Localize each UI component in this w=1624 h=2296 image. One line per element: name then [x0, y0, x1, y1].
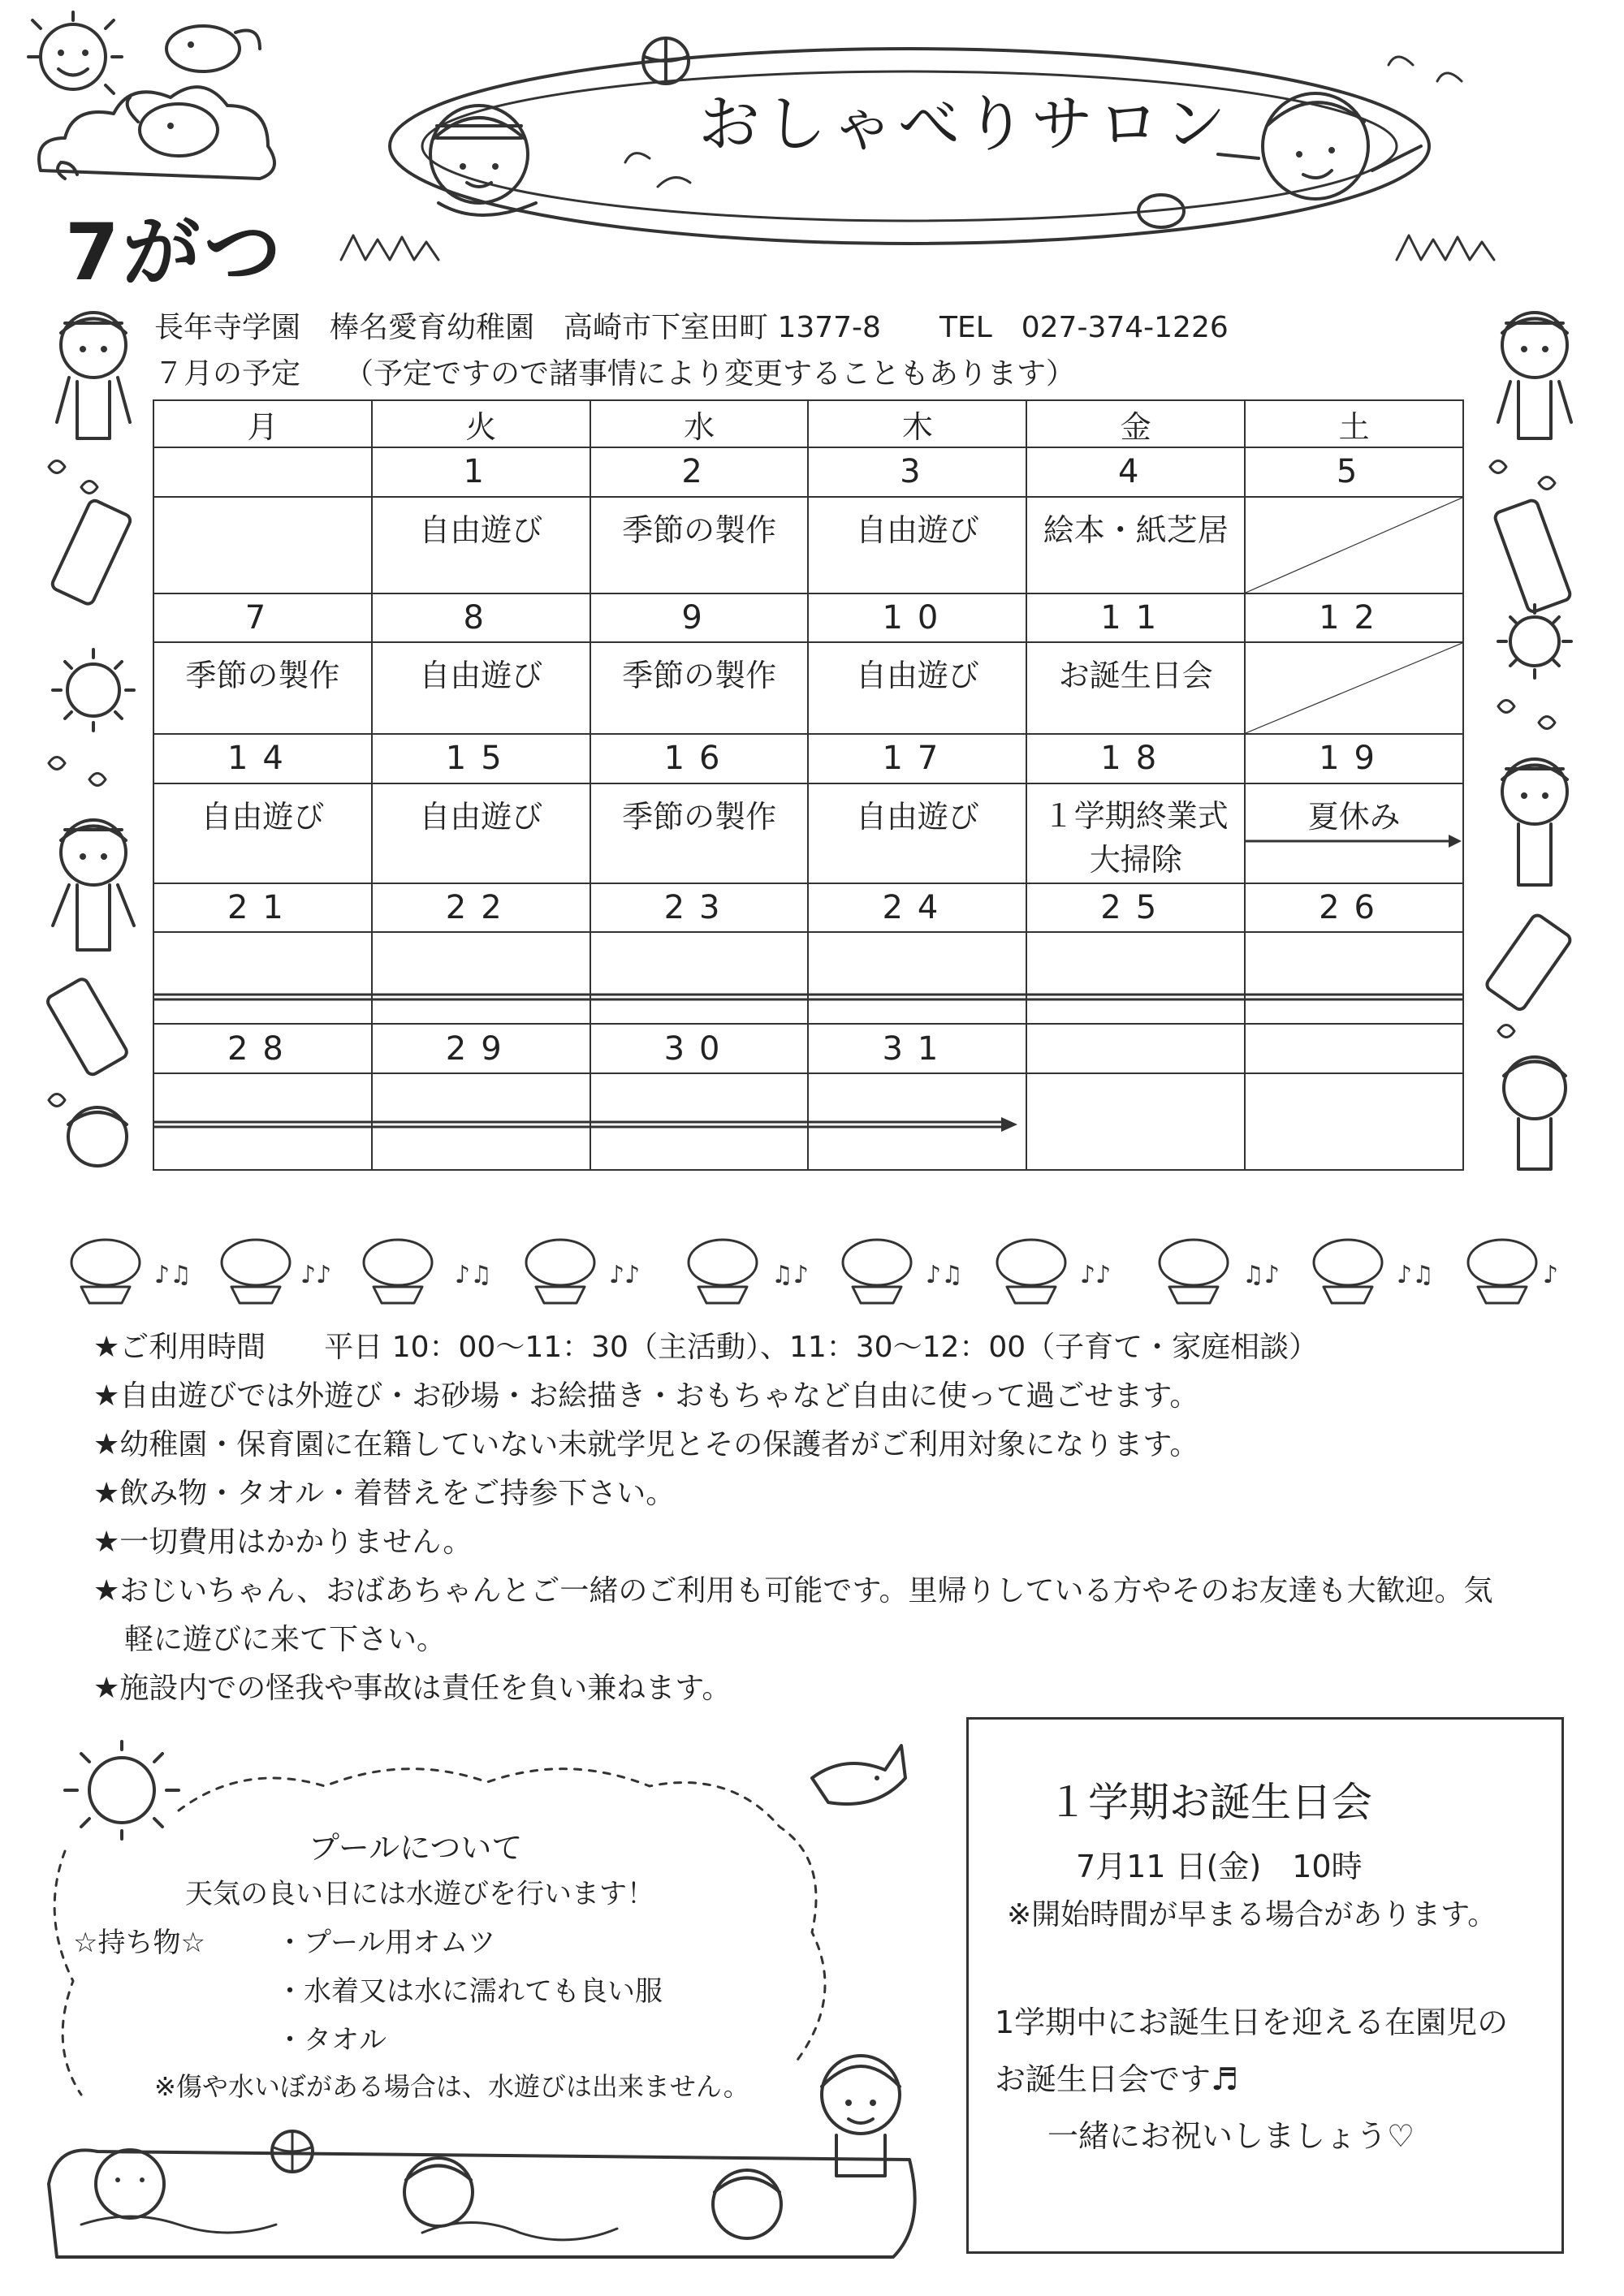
- pool-items-label: ☆持ち物☆: [73, 1927, 205, 1959]
- note-hours: ★ご利用時間 平日 10：00〜11：30（主活動）、11：30〜12：00（子育て・家庭相談）: [93, 1331, 1319, 1364]
- birthday-date: 7月11 日(金) 10時: [1076, 1849, 1363, 1884]
- activity-cell: 季節の製作: [153, 642, 372, 734]
- date-cell: [1245, 1024, 1463, 1073]
- date-row: [153, 1024, 1463, 1073]
- right-border-children-illustration: [1474, 300, 1596, 1177]
- birthday-message-line: お誕生日会です♬: [995, 2061, 1239, 2097]
- activity-cell: 自由遊び: [808, 497, 1026, 593]
- salon-title: おしゃべりサロン: [698, 88, 1231, 160]
- left-border-children-illustration: [32, 300, 154, 1177]
- activity-cell: [153, 497, 372, 593]
- date-row: [153, 883, 1463, 933]
- month-title: 7がつ: [65, 207, 285, 298]
- calendar-table: [153, 399, 1464, 1171]
- note-grandparents-cont: 軽に遊びに来て下さい。: [124, 1623, 447, 1656]
- activity-cell: [1245, 932, 1463, 1024]
- activity-cell: 季節の製作: [590, 497, 809, 593]
- date-cell: 12: [1245, 593, 1463, 643]
- svg-text:♪♫: ♪♫: [154, 1261, 192, 1289]
- birthday-time-note: ※開始時間が早まる場合があります。: [1007, 1898, 1497, 1931]
- date-cell: [1026, 1024, 1245, 1073]
- activity-cell: [1026, 1073, 1245, 1170]
- svg-text:♪♫: ♪♫: [926, 1261, 964, 1289]
- date-cell: 14: [153, 734, 372, 783]
- activity-cell: [1245, 1073, 1463, 1170]
- activity-cell: [590, 932, 809, 1024]
- date-cell: 18: [1026, 734, 1245, 783]
- diagonal-line: [1246, 643, 1462, 733]
- activity-row: [153, 642, 1463, 734]
- vacation-arrow-week5: [153, 1114, 1030, 1138]
- date-cell: [153, 447, 372, 497]
- closed-cell: [1245, 497, 1463, 593]
- activity-cell: [808, 932, 1026, 1024]
- closed-cell: [1245, 642, 1463, 734]
- weekday-header: 土: [1245, 400, 1463, 447]
- date-cell: 19: [1245, 734, 1463, 783]
- weekday-header: 金: [1026, 400, 1245, 447]
- birthday-message-line: 1学期中にお誕生日を迎える在園児の: [995, 2005, 1509, 2040]
- date-cell: 2: [590, 447, 809, 497]
- pool-title: プールについて: [309, 1830, 523, 1866]
- date-cell: 22: [372, 883, 590, 933]
- pool-note: ※傷や水いぼがある場合は、水遊びは出来ません。: [154, 2071, 749, 2102]
- activity-row: [153, 932, 1463, 1024]
- activity-cell: 自由遊び: [372, 497, 590, 593]
- summer-break-arrow: [1246, 784, 1465, 882]
- note-liability: ★施設内での怪我や事故は責任を負い兼ねます。: [93, 1672, 732, 1705]
- activity-cell: [372, 932, 590, 1024]
- activity-row: [153, 497, 1463, 593]
- date-cell: 30: [590, 1024, 809, 1073]
- date-cell: 26: [1245, 883, 1463, 933]
- date-cell: 21: [153, 883, 372, 933]
- svg-text:♪♪: ♪♪: [609, 1261, 641, 1289]
- sun-cloud-sheep-illustration: [16, 8, 292, 195]
- activity-cell: 季節の製作: [590, 783, 809, 883]
- date-cell: 11: [1026, 593, 1245, 643]
- diagonal-line: [1246, 498, 1462, 593]
- weekday-header-row: [153, 400, 1463, 447]
- svg-text:♪♪: ♪♪: [300, 1261, 332, 1289]
- activity-cell: 絵本・紙芝居: [1026, 497, 1245, 593]
- activity-row: [153, 783, 1463, 883]
- activity-cell-summer-break: [1245, 783, 1463, 883]
- date-cell: 7: [153, 593, 372, 643]
- activity-cell: 自由遊び: [808, 783, 1026, 883]
- date-cell: 8: [372, 593, 590, 643]
- note-no-fee: ★一切費用はかかりません。: [93, 1526, 473, 1559]
- svg-text:♪♫: ♪♫: [1397, 1261, 1435, 1289]
- date-row: [153, 447, 1463, 497]
- weekday-header: 月: [153, 400, 372, 447]
- svg-text:♫♪: ♫♪: [1242, 1261, 1281, 1289]
- activity-cell: [153, 932, 372, 1024]
- activity-cell: 自由遊び: [153, 783, 372, 883]
- date-cell: 5: [1245, 447, 1463, 497]
- dancing-animals-border: [57, 1218, 1567, 1315]
- date-cell: 16: [590, 734, 809, 783]
- note-eligibility: ★幼稚園・保育園に在籍していない未就学児とその保護者がご利用対象になります。: [93, 1428, 1199, 1461]
- date-cell: 31: [808, 1024, 1026, 1073]
- svg-text:♫♪: ♫♪: [771, 1261, 810, 1289]
- weekday-header: 木: [808, 400, 1026, 447]
- activity-cell: 自由遊び: [372, 783, 590, 883]
- activity-cell: [1026, 932, 1245, 1024]
- note-grandparents: ★おじいちゃん、おばあちゃんとご一緒のご利用も可能です。里帰りしている方やそのお友達も大歓迎。気: [93, 1574, 1493, 1608]
- date-cell: 25: [1026, 883, 1245, 933]
- activity-cell: お誕生日会: [1026, 642, 1245, 734]
- note-bring-items: ★飲み物・タオル・着替えをご持参下さい。: [93, 1477, 676, 1510]
- date-cell: 9: [590, 593, 809, 643]
- vacation-line-week4: [153, 990, 1468, 1007]
- svg-text:♪♫: ♪♫: [455, 1261, 493, 1289]
- pool-item: ・タオル: [276, 2024, 387, 2056]
- weekday-header: 火: [372, 400, 590, 447]
- date-cell: 1: [372, 447, 590, 497]
- birthday-title: １学期お誕生日会: [1047, 1779, 1372, 1826]
- birthday-message-line: 一緒にお祝いしましょう♡: [1047, 2118, 1415, 2154]
- date-row: [153, 593, 1463, 643]
- note-free-play: ★自由遊びでは外遊び・お砂場・お絵描き・おもちゃなど自由に使って過ごせます。: [93, 1379, 1199, 1413]
- date-row: [153, 734, 1463, 783]
- date-cell: 10: [808, 593, 1026, 643]
- usage-notes: [93, 1323, 1555, 1713]
- calendar-grid: [153, 399, 1464, 1171]
- svg-text:♪: ♪: [1543, 1261, 1559, 1289]
- date-cell: 3: [808, 447, 1026, 497]
- pool-intro: 天気の良い日には水遊びを行います！: [185, 1878, 654, 1910]
- activity-cell: １学期終業式 大掃除: [1026, 783, 1245, 883]
- date-cell: 17: [808, 734, 1026, 783]
- pool-item: ・水着又は水に濡れても良い服: [276, 1975, 663, 2008]
- svg-text:♪♪: ♪♪: [1080, 1261, 1112, 1289]
- pool-item: ・プール用オムツ: [276, 1927, 496, 1959]
- activity-cell: 自由遊び: [808, 642, 1026, 734]
- date-cell: 28: [153, 1024, 372, 1073]
- activity-cell: 季節の製作: [590, 642, 809, 734]
- weekday-header: 水: [590, 400, 809, 447]
- date-cell: 4: [1026, 447, 1245, 497]
- activity-cell: 自由遊び: [372, 642, 590, 734]
- contact-line: 長年寺学園 棒名愛育幼稚園 高崎市下室田町 1377-8 TEL 027-374-1226: [154, 311, 1229, 344]
- date-cell: 15: [372, 734, 590, 783]
- date-cell: 24: [808, 883, 1026, 933]
- schedule-note-line: ７月の予定 （予定ですので諸事情により変更することもあります）: [154, 357, 1076, 391]
- date-cell: 23: [590, 883, 809, 933]
- date-cell: 29: [372, 1024, 590, 1073]
- summer-break-label: 夏休み: [1307, 798, 1401, 835]
